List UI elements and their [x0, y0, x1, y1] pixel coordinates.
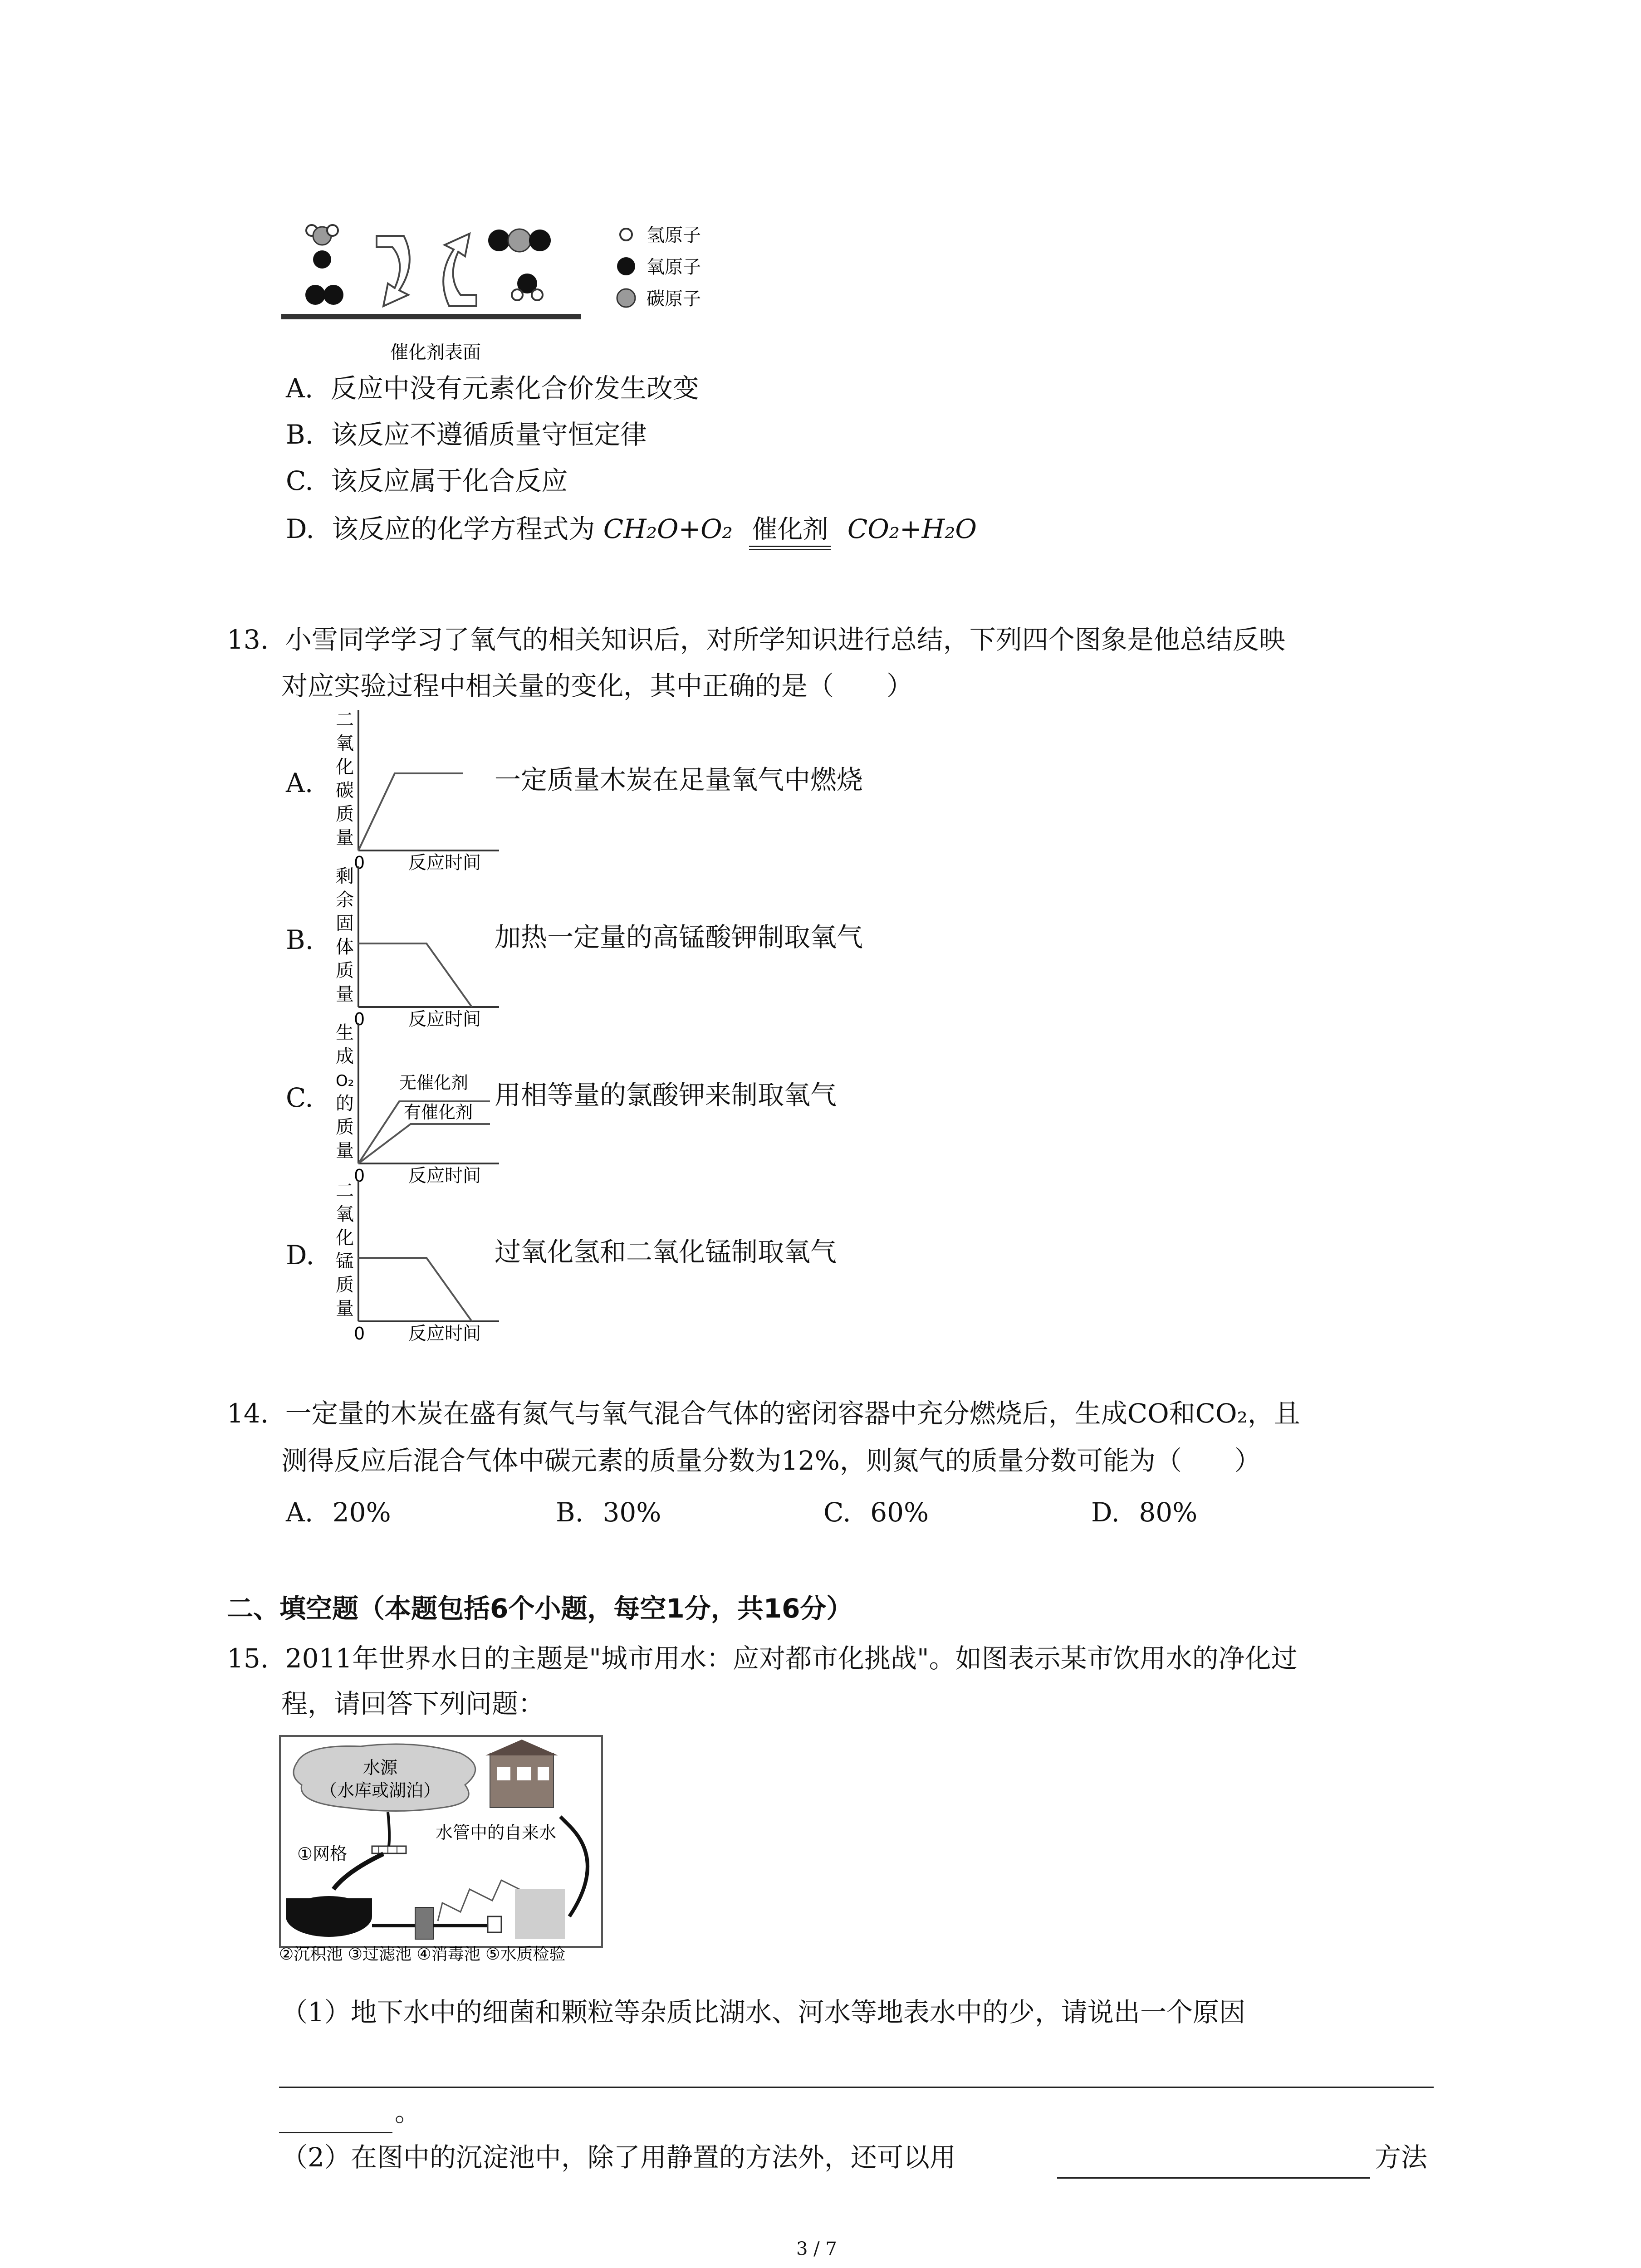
x-axis-label: 反应时间: [408, 1009, 481, 1030]
curve-with-catalyst: [358, 1124, 490, 1163]
q15-stem-line1: [227, 1642, 1298, 1675]
y-label-char: 锰: [336, 1251, 354, 1272]
option-value: 80%: [1139, 1497, 1198, 1528]
y-label-char: 二: [336, 709, 354, 730]
y-label-char: 量: [336, 827, 354, 848]
page-number: 3 / 7: [796, 2239, 837, 2259]
carbon-atom-legend-icon: [617, 289, 635, 307]
disinfection-device: [488, 1916, 501, 1932]
q13-option-d-text: 过氧化氢和二氧化锰制取氧气: [495, 1237, 837, 1267]
answer-blank-method[interactable]: [1057, 2177, 1370, 2179]
hydrogen-atom: [532, 289, 543, 300]
y-label-char: 氧: [336, 733, 354, 754]
legend-hydrogen: 氢原子: [647, 225, 701, 246]
tap-water-label: 水管中的自来水: [436, 1823, 557, 1843]
y-label-char: 余: [336, 890, 354, 910]
q12-option-b: [286, 418, 647, 451]
oxygen-atom: [488, 230, 510, 251]
water-purification-figure: [279, 1735, 606, 1962]
y-label-char: 量: [336, 1140, 354, 1161]
q15-stem-line2: [281, 1687, 544, 1721]
equation-left: CH₂O+O₂: [603, 513, 733, 544]
oxygen-atom: [323, 285, 343, 305]
x-axis-label: 反应时间: [408, 852, 481, 873]
q13-option-c-letter: C.: [286, 1082, 314, 1113]
question-text: 对应实验过程中相关量的变化，其中正确的是（ ）: [281, 670, 913, 701]
y-label-char: 化: [336, 1227, 354, 1248]
q13-option-c-text: 用相等量的氯酸钾来制取氧气: [495, 1080, 837, 1110]
option-letter: B.: [286, 419, 314, 450]
q15-part2-suffix: 方法: [1375, 2142, 1428, 2173]
oxygen-atom: [313, 250, 331, 269]
carbon-atom: [508, 229, 531, 252]
figure-caption: ②沉积池 ③过滤池 ④消毒池 ⑤水质检验: [279, 1945, 566, 1962]
curved-arrow-icon: [443, 234, 476, 306]
question-text: 一定量的木炭在盛有氮气与氧气混合气体的密闭容器中充分燃烧后，生成CO和CO₂，且: [285, 1398, 1300, 1429]
y-label-char: 二: [336, 1180, 354, 1201]
water-test-photo: [515, 1889, 565, 1939]
grid-screen: [372, 1846, 406, 1853]
q13-graph-d: [331, 1178, 504, 1346]
y-label-char: 生: [336, 1022, 354, 1043]
grid-label: ①网格: [297, 1844, 348, 1864]
option-value: 20%: [332, 1497, 391, 1528]
line-label-no-catalyst: 无催化剂: [399, 1073, 469, 1093]
y-label-char: 质: [336, 804, 354, 825]
q12-option-c: [286, 464, 568, 498]
oxygen-atom-legend-icon: [617, 257, 635, 275]
q14-option-d: [1091, 1496, 1197, 1529]
option-letter: D.: [286, 513, 314, 544]
option-letter: A.: [286, 1497, 314, 1528]
origin-label: 0: [354, 1009, 365, 1029]
catalyst-surface: [281, 314, 581, 319]
q13-graph-c: [331, 1021, 504, 1188]
hydrogen-atom: [327, 225, 338, 236]
y-label-char: 体: [336, 937, 354, 958]
q15-part1-end: 。: [395, 2097, 421, 2127]
equation-right: CO₂+H₂O: [847, 513, 977, 544]
curve-line: [358, 773, 463, 850]
answer-blank-short[interactable]: [279, 2132, 392, 2133]
y-label-char: 剩: [336, 866, 354, 887]
q15-part2-prefix: （2）在图中的沉淀池中，除了用静置的方法外，还可以用: [281, 2142, 956, 2173]
q14-option-c: [823, 1496, 929, 1529]
curve-line: [358, 943, 472, 1007]
q13-graph-a: [331, 708, 504, 875]
option-text: 该反应不遵循质量守恒定律: [331, 419, 647, 450]
y-label-char: 质: [336, 960, 354, 981]
question-text: 程，请回答下列问题：: [281, 1688, 545, 1719]
x-axis-label: 反应时间: [408, 1165, 481, 1186]
hydrogen-atom-legend-icon: [620, 229, 632, 240]
q13-option-b-text: 加热一定量的高锰酸钾制取氧气: [495, 922, 863, 953]
q14-option-a: [286, 1496, 391, 1529]
curve-line: [358, 1258, 472, 1321]
option-letter: C.: [823, 1497, 851, 1528]
hydrogen-atom: [512, 289, 523, 300]
q12-option-a: [286, 372, 699, 405]
y-label-char: 的: [336, 1093, 354, 1114]
q15-part1: （1）地下水中的细菌和颗粒等杂质比湖水、河水等地表水中的少，请说出一个原因: [281, 1997, 1245, 2028]
y-label-char: 化: [336, 757, 354, 777]
question-text: 2011年世界水日的主题是"城市用水：应对都市化挑战"。如图表示某市饮用水的净化过: [285, 1643, 1298, 1674]
line-label-with-catalyst: 有催化剂: [404, 1102, 473, 1122]
curved-arrow-icon: [377, 236, 410, 306]
origin-label: 0: [354, 1324, 365, 1344]
y-label-char: 固: [336, 913, 354, 934]
question-number: 13.: [227, 624, 269, 655]
y-label-char: 碳: [336, 780, 354, 801]
question-text: 小雪同学学习了氧气的相关知识后，对所学知识进行总结，下列四个图象是他总结反映: [285, 624, 1285, 655]
q12-reaction-diagram: [272, 209, 771, 381]
catalyst-surface-diagram: [272, 209, 771, 381]
equation-condition: [749, 513, 831, 550]
option-letter: A.: [286, 373, 314, 404]
origin-label: 0: [354, 1166, 365, 1186]
section-heading: 二、填空题（本题包括6个小题，每空1分，共16分）: [227, 1593, 853, 1624]
surface-label: 催化剂表面: [390, 342, 481, 363]
legend-carbon: 碳原子: [647, 288, 701, 309]
y-label-char: 成: [336, 1046, 354, 1067]
q13-graph-b: [331, 864, 504, 1032]
q14-option-b: [556, 1496, 661, 1529]
option-letter: B.: [556, 1497, 584, 1528]
y-label-char: 质: [336, 1117, 354, 1138]
q13-stem-line2: [281, 670, 913, 703]
y-label-char: O₂: [336, 1072, 354, 1090]
q12-option-d: [286, 513, 977, 550]
q14-stem-line2: [281, 1444, 1261, 1477]
option-letter: D.: [1091, 1497, 1120, 1528]
oxygen-atom: [305, 285, 325, 305]
oxygen-atom: [529, 230, 551, 251]
option-text: 该反应属于化合反应: [331, 465, 568, 496]
y-label-char: 质: [336, 1275, 354, 1295]
filter-tank: [415, 1907, 433, 1939]
origin-label: 0: [354, 853, 365, 873]
y-label-char: 量: [336, 984, 354, 1005]
water-source-label: 水源: [363, 1758, 398, 1778]
legend-oxygen: 氧原子: [647, 257, 701, 278]
y-label-char: 量: [336, 1298, 354, 1319]
question-number: 14.: [227, 1398, 269, 1429]
q13-option-d-letter: D.: [286, 1240, 314, 1271]
q13-option-a-letter: A.: [286, 767, 314, 798]
q13-option-a-text: 一定质量木炭在足量氧气中燃烧: [495, 764, 863, 795]
q13-option-b-letter: B.: [286, 924, 314, 955]
water-source-sublabel: （水库或湖泊）: [320, 1780, 441, 1800]
q14-stem-line1: [227, 1397, 1300, 1430]
option-text: 反应中没有元素化合价发生改变: [330, 373, 699, 404]
option-value: 30%: [603, 1497, 661, 1528]
option-text: 该反应的化学方程式为: [332, 513, 595, 544]
option-letter: C.: [286, 465, 314, 496]
option-value: 60%: [870, 1497, 929, 1528]
question-text: 测得反应后混合气体中碳元素的质量分数为12%，则氮气的质量分数可能为（ ）: [281, 1445, 1261, 1476]
q13-stem-line1: [227, 623, 1285, 656]
x-axis-label: 反应时间: [408, 1323, 481, 1344]
y-label-char: 氧: [336, 1204, 354, 1225]
catalyst-condition: 催化剂: [752, 515, 828, 544]
answer-blank-line[interactable]: [279, 2087, 1434, 2088]
question-number: 15.: [227, 1643, 269, 1674]
